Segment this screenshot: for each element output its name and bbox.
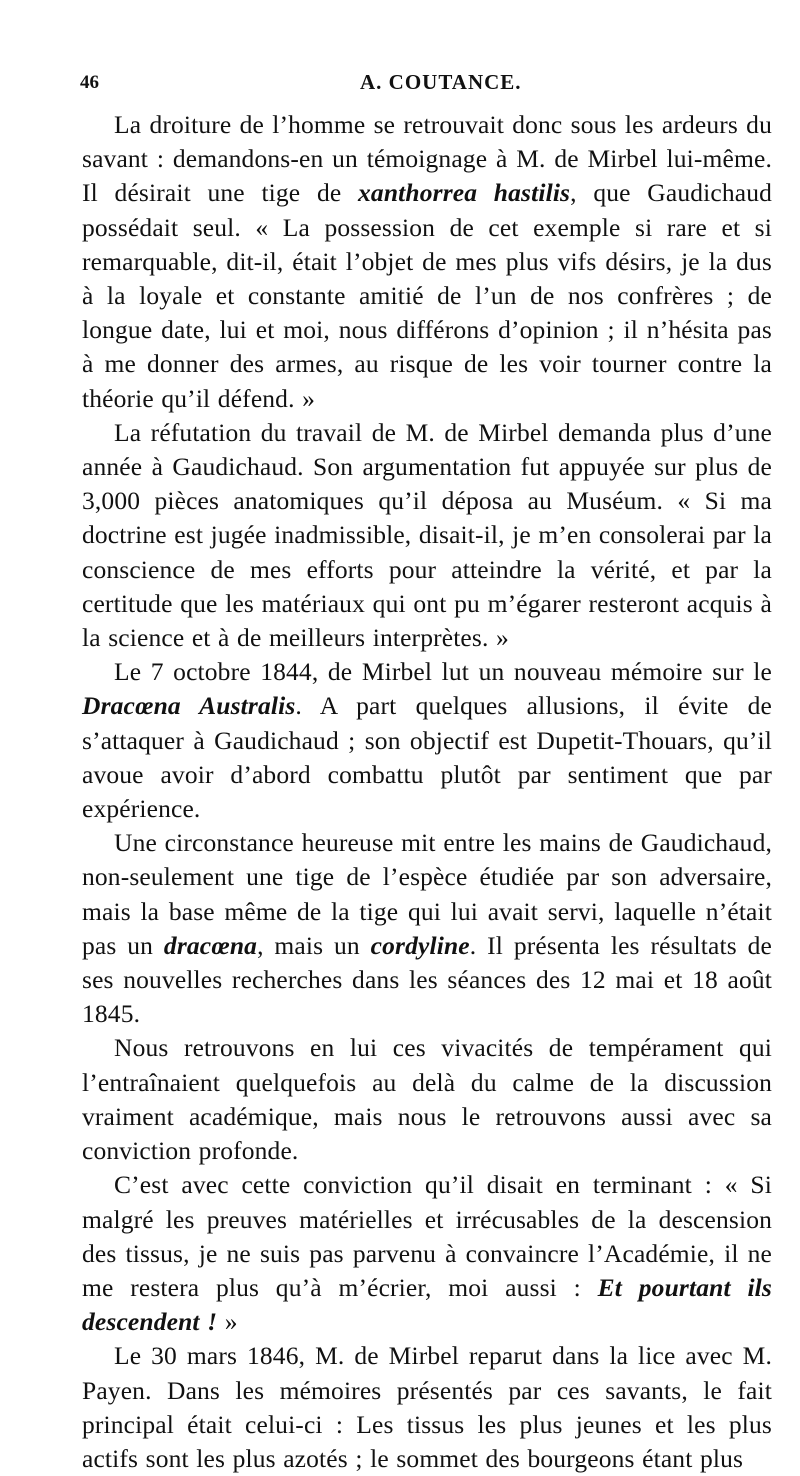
text-segment: , mais un: [257, 930, 371, 960]
text-segment: Le 7 octobre 1844, de Mirbel lut un nouveau mémoire sur le: [114, 657, 772, 687]
paragraph: [82, 108, 772, 416]
page-header: [80, 66, 770, 102]
text-segment: Le 30 mars 1846, M. de Mirbel reparut dans la lice avec M. Payen. Dans les mémoires présentés par ces savants, le fait principal était celui-ci : Les tissus les plus jeunes et les plus actifs sont les plus azotés ; le sommet des bourgeons étant plus: [82, 1341, 772, 1473]
text-segment: Une circonstance heureuse mit entre les mains de Gaudichaud, non-seulement une tige de l’espèce étudiée par son adversaire, mais la base même de la tige qui lui avait servi, laquelle n’était pas un: [82, 828, 772, 960]
text-segment: La réfutation du travail de M. de Mirbel demanda plus d’une année à Gaudichaud. Son argumentation fut appuyée sur plus de 3,000 pièces anatomiques qu’il déposa au Muséum. « Si ma doctrine est jugée inadmissible, disait-il, je m’en consolerai par la conscience de mes efforts pour atteindre la vérité, et par la certitude que les matériaux qui ont pu m’égarer resteront acquis à la science et à de meilleurs interprètes. »: [82, 417, 772, 653]
italic-term: dracœna: [163, 930, 258, 960]
text-segment: »: [217, 1307, 238, 1337]
paragraph: [82, 1031, 772, 1168]
running-head: A. COUTANCE.: [360, 70, 522, 94]
paragraph: [82, 826, 772, 1031]
text-segment: , que Gaudichaud possédait seul. « La possession de cet exemple si rare et si remarquable, dit-il, était l’objet de mes plus vifs désirs, je la dus à la loyale et constante amitié de l’un de nos confrères ; de longue date, lui et moi, nous différons d’opinion ; il n’hésita pas à me donner des armes, au risque de les voir tourner contre la théorie qu’il défend. »: [82, 178, 772, 413]
text-segment: . Il présenta les résultats de ses nouvelles recherches dans les séances des 12 mai et 18 août 1845.: [82, 930, 772, 1029]
text-segment: La droiture de l’homme se retrouvait donc sous les ardeurs du savant : demandons-en un témoignage à M. de Mirbel lui-même. Il désirait une tige de: [82, 110, 772, 208]
paragraph: [82, 1339, 772, 1476]
italic-quote: Et pourtant ils descendent !: [82, 1272, 772, 1337]
body-text: [82, 108, 772, 1476]
page-number: 46: [80, 72, 99, 93]
paragraph: [82, 1168, 772, 1339]
italic-term: cordyline: [370, 930, 470, 960]
text-segment: . A part quelques allusions, il évite de s’attaquer à Gaudichaud ; son objectif est Dupetit-Thouars, qu’il avoue avoir d’abord combattu plutôt par sentiment que par expérience.: [82, 691, 773, 824]
text-segment: Nous retrouvons en lui ces vivacités de tempérament qui l’entraînaient quelquefois au delà du calme de la discussion vraiment académique, mais nous le retrouvons aussi avec sa conviction profonde.: [82, 1033, 772, 1166]
italic-term: Dracœna Australis: [82, 691, 296, 721]
paragraph: [82, 655, 772, 826]
italic-term: xanthorrea hastilis: [358, 178, 571, 208]
text-segment: C’est avec cette conviction qu’il disait en terminant : « Si malgré les preuves matérielles et irrécusables de la descension des tissus, je ne suis pas parvenu à convaincre l’Académie, il ne me restera plus qu’à m’écrier, moi aussi :: [82, 1170, 772, 1302]
paragraph: [82, 416, 772, 655]
